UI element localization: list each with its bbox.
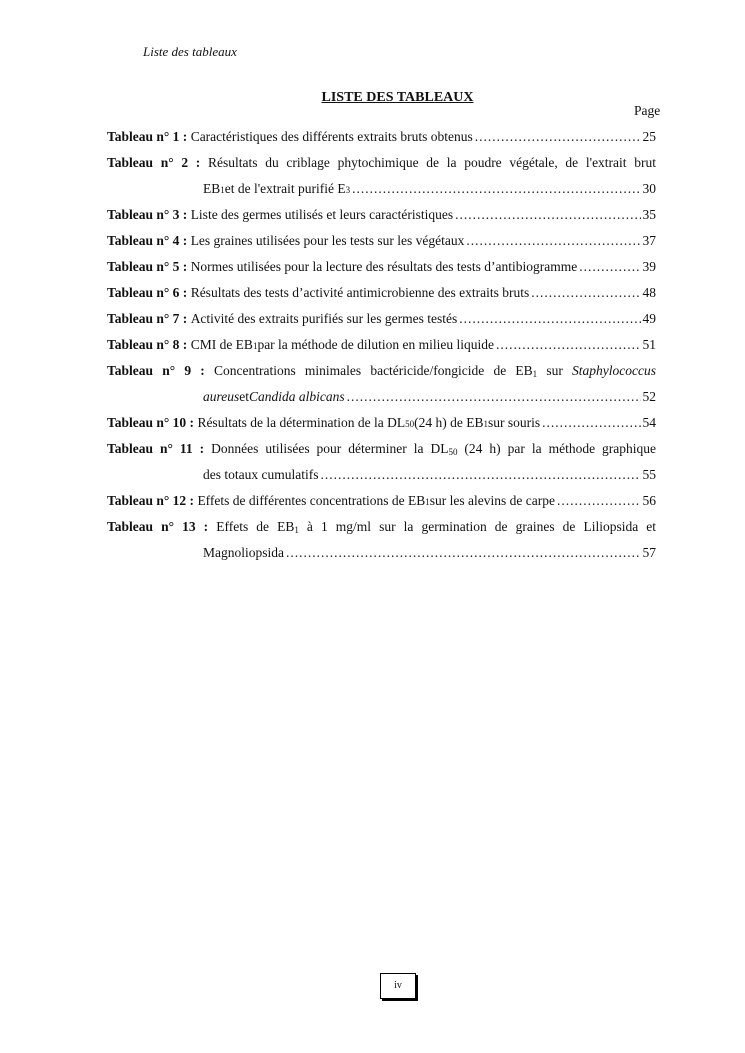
dot-leader xyxy=(320,466,640,484)
entry-label: Tableau n° 3 : xyxy=(107,207,188,222)
subscript: 50 xyxy=(448,447,458,457)
entry-label: Tableau n° 4 : xyxy=(107,233,188,248)
list-item[interactable] xyxy=(107,362,656,414)
list-item[interactable]: Tableau n° 10 : Résultats de la détermination de la DL 50 (24 h) de EB 1 sur souris ..... 54 xyxy=(107,414,656,440)
entry-page: 54 xyxy=(642,415,656,430)
entry-page: 51 xyxy=(642,337,656,352)
entry-title-cont: des totaux cumulatifs xyxy=(203,467,319,482)
subscript: 1 xyxy=(532,369,538,379)
entry-title: Activité des extraits purifiés sur les germes testés xyxy=(190,311,458,326)
entry-title: Résultats du criblage phytochimique de la poudre végétale, de l'extrait brut xyxy=(208,155,656,170)
table-list xyxy=(107,128,656,570)
entry-title: Résultats des tests d’activité antimicrobienne des extraits bruts xyxy=(190,285,530,300)
list-item[interactable]: Tableau n° 2 : Résultats du criblage phytochimique de la poudre végétale, de l'extrait brut EB 1 et de l'extrait purifié E 3 ..... 30 xyxy=(107,154,656,206)
entry-label: Tableau n° 9 : xyxy=(107,363,205,378)
entry-title: Liste des germes utilisés et leurs caractéristiques xyxy=(190,207,454,222)
entry-title: Caractéristiques des différents extraits bruts obtenus xyxy=(190,129,473,144)
entry-page: 52 xyxy=(642,389,656,404)
entry-page: 30 xyxy=(642,181,656,196)
entry-page: 56 xyxy=(642,493,656,508)
list-item[interactable]: Tableau n° 12 : Effets de différentes concentrations de EB 1 sur les alevins de carpe ..... 56 xyxy=(107,492,656,518)
dot-leader xyxy=(286,544,641,562)
entry-page: 25 xyxy=(642,129,656,144)
dot-leader xyxy=(542,414,640,432)
dot-leader xyxy=(557,492,641,510)
entry-title: CMI de EB xyxy=(190,337,253,352)
entry-label: Tableau n° 12 : xyxy=(107,493,195,508)
entry-title-cont: sur les alevins de carpe xyxy=(429,493,555,508)
page-column-label: Page xyxy=(634,103,661,118)
species-name: Candida albicans xyxy=(249,389,345,404)
species-name: aureus xyxy=(203,389,240,404)
list-item[interactable] xyxy=(107,518,656,570)
list-item[interactable] xyxy=(107,310,656,336)
entry-title-cont: sur xyxy=(537,363,573,378)
dot-leader xyxy=(496,336,640,354)
list-item[interactable]: Tableau n° 8 : CMI de EB 1 par la méthode de dilution en milieu liquide ..... 51 xyxy=(107,336,656,362)
entry-label: Tableau n° 8 : xyxy=(107,337,188,352)
list-item[interactable] xyxy=(107,128,656,154)
entry-label: Tableau n° 6 : xyxy=(107,285,188,300)
entry-page: 48 xyxy=(642,285,656,300)
dot-leader xyxy=(459,310,640,328)
dot-leader xyxy=(352,180,640,198)
dot-leader xyxy=(347,388,641,406)
entry-title: Normes utilisées pour la lecture des résultats des tests d’antibiogramme xyxy=(190,259,578,274)
entry-page: 49 xyxy=(642,311,656,326)
entry-label: Tableau n° 7 : xyxy=(107,311,188,326)
entry-title-cont: à 1 mg/ml sur la germination de graines de Liliopsida et xyxy=(298,519,657,534)
list-item[interactable] xyxy=(107,284,656,310)
entry-title: Effets de EB xyxy=(216,519,295,534)
entry-page: 39 xyxy=(642,259,656,274)
dot-leader xyxy=(455,206,640,224)
list-item[interactable] xyxy=(107,232,656,258)
entry-page: 35 xyxy=(642,207,656,222)
entry-label: Tableau n° 10 : xyxy=(107,415,195,430)
entry-title-cont: (24 h) par la méthode graphique xyxy=(457,441,657,456)
dot-leader xyxy=(579,258,640,276)
entry-label: Tableau n° 13 : xyxy=(107,519,209,534)
page-title: LISTE DES TABLEAUX xyxy=(321,90,474,105)
dot-leader xyxy=(475,128,641,146)
entry-title-cont: sur souris xyxy=(488,415,541,430)
entry-title: Résultats de la détermination de la DL xyxy=(197,415,406,430)
entry-label: Tableau n° 11 : xyxy=(107,441,205,456)
entry-title-cont: et de l'extrait purifié E xyxy=(224,181,346,196)
entry-page: 37 xyxy=(642,233,656,248)
entry-title-cont: et xyxy=(239,389,249,404)
species-name: Staphylococcus xyxy=(572,363,657,378)
entry-title-cont: Magnoliopsida xyxy=(203,545,284,560)
list-item[interactable] xyxy=(107,206,656,232)
entry-title-cont: par la méthode de dilution en milieu liquide xyxy=(257,337,495,352)
page-number: iv xyxy=(380,973,416,999)
entry-title: Effets de différentes concentrations de EB xyxy=(197,493,426,508)
entry-page: 57 xyxy=(642,545,656,560)
entry-title: Données utilisées pour déterminer la DL xyxy=(211,441,449,456)
entry-title: Les graines utilisées pour les tests sur les végétaux xyxy=(190,233,465,248)
entry-label: Tableau n° 1 : xyxy=(107,129,188,144)
entry-title-cont: (24 h) de EB xyxy=(414,415,484,430)
running-header: Liste des tableaux xyxy=(143,44,237,59)
entry-title-cont: EB xyxy=(203,181,221,196)
subscript: 1 xyxy=(294,525,299,535)
entry-page: 55 xyxy=(642,467,656,482)
list-item[interactable] xyxy=(107,258,656,284)
entry-label: Tableau n° 5 : xyxy=(107,259,188,274)
dot-leader xyxy=(531,284,640,302)
entry-label: Tableau n° 2 : xyxy=(107,155,201,170)
dot-leader xyxy=(466,232,640,250)
entry-title: Concentrations minimales bactéricide/fongicide de EB xyxy=(213,363,533,378)
list-item[interactable] xyxy=(107,440,656,492)
